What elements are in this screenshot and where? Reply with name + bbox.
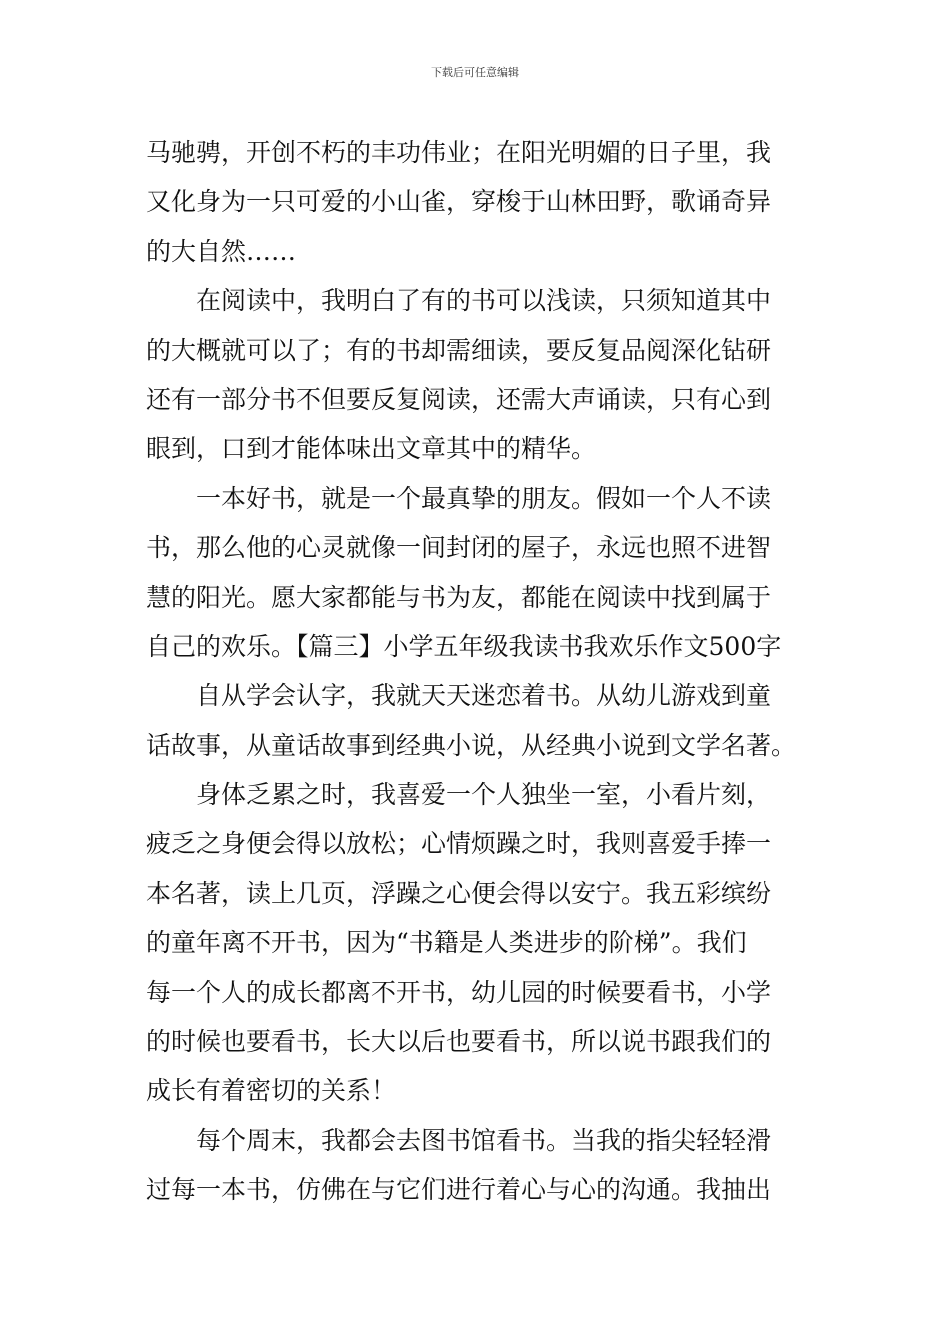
text-line: 的时候也要看书，长大以后也要看书，所以说书跟我们的 (146, 1027, 772, 1057)
text-line: 身体乏累之时，我喜爱一个人独坐一室，小看片刻， (146, 780, 772, 810)
text-line: 书，那么他的心灵就像一间封闭的屋子，永远也照不进智 (146, 533, 772, 563)
text-line: 的童年离不开书，因为“书籍是人类进步的阶梯”。我们 (146, 928, 747, 958)
text-line: 话故事，从童话故事到经典小说，从经典小说到文学名著。 (146, 730, 797, 760)
text-line: 的大自然…… (146, 236, 297, 266)
text-line: 每个周末，我都会去图书馆看书。当我的指尖轻轻滑 (146, 1125, 772, 1155)
text-line: 眼到，口到才能体味出文章其中的精华。 (146, 434, 597, 464)
text-line: 还有一部分书不但要反复阅读，还需大声诵读，只有心到 (146, 384, 772, 414)
text-line: 一本好书，就是一个最真挚的朋友。假如一个人不读 (146, 483, 772, 513)
text-line: 的大概就可以了；有的书却需细读，要反复品阅深化钻研 (146, 335, 772, 365)
text-line: 在阅读中，我明白了有的书可以浅读，只须知道其中 (146, 286, 772, 316)
text-line: 过每一本书，仿佛在与它们进行着心与心的沟通。我抽出 (146, 1175, 772, 1205)
text-line: 自己的欢乐。【篇三】小学五年级我读书我欢乐作文500字 (146, 631, 782, 661)
page-header: 下载后可任意编辑 (431, 66, 519, 79)
text-line: 成长有着密切的关系！ (146, 1076, 397, 1106)
text-line: 每一个人的成长都离不开书，幼儿园的时候要看书，小学 (146, 977, 772, 1007)
text-line: 本名著，读上几页，浮躁之心便会得以安宁。我五彩缤纷 (146, 878, 772, 908)
text-line: 慧的阳光。愿大家都能与书为友，都能在阅读中找到属于 (146, 582, 772, 612)
text-line: 自从学会认字，我就天天迷恋着书。从幼儿游戏到童 (146, 681, 772, 711)
text-line: 疲乏之身便会得以放松；心情烦躁之时，我则喜爱手捧一 (146, 829, 772, 859)
text-line: 又化身为一只可爱的小山雀，穿梭于山林田野，歌诵奇异 (146, 187, 772, 217)
document-body (146, 128, 806, 1215)
text-line: 马驰骋，开创不朽的丰功伟业；在阳光明媚的日子里，我 (146, 138, 772, 167)
